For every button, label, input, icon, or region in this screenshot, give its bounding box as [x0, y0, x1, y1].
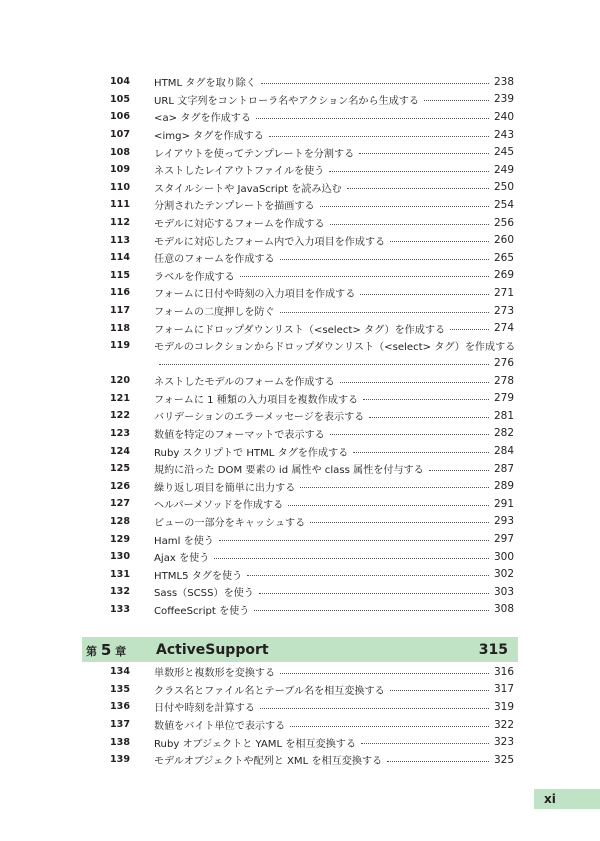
toc-entry[interactable] [110, 196, 514, 214]
chapter-page: 315 [478, 641, 508, 658]
leader-dots [214, 557, 489, 559]
entry-number: 114 [110, 252, 131, 264]
toc-entry[interactable] [110, 284, 514, 302]
toc-entry[interactable] [110, 249, 514, 267]
entry-title: レイアウトを使ってテンプレートを分割する [154, 148, 355, 160]
toc-entry[interactable] [110, 302, 514, 320]
chapter-header[interactable] [82, 637, 518, 662]
entry-title: ネストしたモデルのフォームを作成する [154, 377, 335, 389]
toc-entry[interactable] [110, 214, 514, 232]
entry-page: 297 [493, 533, 514, 546]
entry-page: 302 [493, 568, 514, 581]
leader-dots [353, 451, 489, 453]
entry-title: クラス名とファイル名とテーブル名を相互変換する [154, 685, 385, 697]
leader-dots [159, 363, 489, 365]
entry-title: Ajax を使う [154, 553, 210, 565]
entry-title: フォームにドロップダウンリスト（<select> タグ）を作成する [154, 324, 446, 336]
entry-number: 107 [110, 129, 131, 141]
entry-number: 120 [110, 375, 131, 387]
entry-page: 265 [493, 251, 514, 264]
entry-number: 126 [110, 480, 131, 492]
leader-dots [280, 311, 489, 313]
entry-number: 135 [110, 683, 131, 695]
entry-page: 317 [493, 683, 514, 696]
entry-title: Ruby オブジェクトと YAML を相互変換する [154, 738, 356, 750]
entry-page: 319 [493, 700, 514, 713]
leader-dots [261, 82, 489, 84]
entry-title: モデルオブジェクトや配列と XML を相互変換する [154, 756, 383, 768]
entry-page: 300 [493, 550, 514, 563]
entry-page: 238 [493, 75, 514, 88]
entry-page: 254 [493, 198, 514, 211]
leader-dots [363, 398, 489, 400]
leader-dots [300, 486, 489, 488]
entry-number: 119 [110, 340, 131, 352]
entry-number: 124 [110, 445, 131, 457]
toc-list-upper [110, 73, 514, 618]
chapter-label: 第 5 章 [86, 640, 127, 659]
toc-entry[interactable] [110, 372, 514, 390]
leader-dots [280, 258, 489, 260]
entry-number: 118 [110, 322, 131, 334]
toc-entry[interactable] [110, 91, 514, 109]
toc-entry[interactable] [110, 495, 514, 513]
entry-page: 325 [493, 753, 514, 766]
entry-title: 繰り返し項目を簡単に出力する [154, 482, 296, 494]
toc-entry[interactable] [110, 73, 514, 91]
entry-title: ラベルを作成する [154, 271, 235, 283]
entry-page: 240 [493, 110, 514, 123]
leader-dots [290, 725, 489, 727]
entry-number: 129 [110, 533, 131, 545]
entry-title: 日付や時刻を計算する [154, 703, 255, 715]
entry-number: 138 [110, 736, 131, 748]
entry-number: 105 [110, 93, 131, 105]
entry-number: 113 [110, 234, 131, 246]
toc-entry[interactable] [110, 161, 514, 179]
leader-dots [280, 672, 489, 674]
entry-number: 136 [110, 701, 131, 713]
leader-dots [259, 592, 489, 594]
entry-page: 282 [493, 427, 514, 440]
entry-page: 291 [493, 497, 514, 510]
entry-number: 130 [110, 551, 131, 563]
toc-entry[interactable] [110, 716, 514, 734]
toc-entry[interactable] [110, 425, 514, 443]
entry-title: URL 文字列をコントローラ名やアクション名から生成する [154, 95, 419, 107]
leader-dots [369, 416, 489, 418]
leader-dots [269, 135, 489, 137]
entry-number: 115 [110, 269, 131, 281]
leader-dots [390, 240, 489, 242]
toc-entry[interactable] [110, 267, 514, 285]
toc-entry[interactable] [110, 698, 514, 716]
toc-entry[interactable] [110, 126, 514, 144]
entry-title: Sass（SCSS）を使う [154, 588, 254, 600]
leader-dots [320, 205, 489, 207]
entry-page: 250 [493, 181, 514, 194]
entry-number: 123 [110, 427, 131, 439]
entry-title: 数値をバイト単位で表示する [154, 721, 286, 733]
entry-number: 106 [110, 111, 131, 123]
leader-dots [240, 275, 489, 277]
entry-page: 239 [493, 93, 514, 106]
entry-title: 単数形と複数形を変換する [154, 668, 276, 680]
entry-title: <a> タグを作成する [154, 113, 251, 125]
toc-entry[interactable] [110, 337, 514, 372]
entry-title: フォームの二度押しを防ぐ [154, 307, 275, 319]
leader-dots [387, 760, 489, 762]
toc-entry[interactable] [110, 460, 514, 478]
leader-dots [329, 170, 489, 172]
toc-entry[interactable] [110, 733, 514, 751]
toc-entry[interactable] [110, 530, 514, 548]
toc-entry[interactable] [110, 565, 514, 583]
entry-title: HTML タグを取り除く [154, 78, 256, 90]
entry-page: 322 [493, 718, 514, 731]
toc-entry[interactable] [110, 231, 514, 249]
entry-page: 256 [493, 216, 514, 229]
entry-title: 分割されたテンプレートを描画する [154, 201, 315, 213]
entry-page: 279 [493, 392, 514, 405]
entry-page: 284 [493, 445, 514, 458]
entry-page: 308 [493, 603, 514, 616]
entry-page: 278 [493, 374, 514, 387]
leader-dots [359, 152, 489, 154]
entry-title: 規約に沿った DOM 要素の id 属性や class 属性を付与する [154, 465, 424, 477]
leader-dots [260, 707, 489, 709]
leader-dots [361, 742, 489, 744]
page-number-tab [534, 789, 600, 809]
entry-number: 137 [110, 719, 131, 731]
chapter-title: ActiveSupport [156, 641, 269, 658]
leader-dots [247, 574, 489, 576]
entry-number: 127 [110, 498, 131, 510]
entry-number: 112 [110, 217, 131, 229]
entry-number: 111 [110, 199, 131, 211]
entry-page: 293 [493, 515, 514, 528]
entry-number: 133 [110, 603, 131, 615]
entry-number: 116 [110, 287, 131, 299]
toc-entry[interactable] [110, 390, 514, 408]
entry-title: モデルに対応するフォームを作成する [154, 219, 325, 231]
toc-entry[interactable] [110, 477, 514, 495]
leader-dots [360, 293, 489, 295]
page-number: xi [544, 792, 556, 806]
entry-page: 287 [493, 462, 514, 475]
entry-title: ビューの一部分をキャッシュする [154, 517, 306, 529]
entry-title: HTML5 タグを使う [154, 570, 243, 582]
leader-dots [390, 689, 489, 691]
entry-number: 104 [110, 76, 131, 88]
toc-entry[interactable] [110, 513, 514, 531]
leader-dots [450, 328, 489, 330]
entry-number: 117 [110, 305, 131, 317]
leader-dots [330, 433, 489, 435]
entry-page: 323 [493, 736, 514, 749]
entry-page: 316 [493, 665, 514, 678]
entry-number: 131 [110, 568, 131, 580]
entry-number: 109 [110, 164, 131, 176]
chapter-number: 5 [100, 640, 112, 659]
entry-number: 122 [110, 410, 131, 422]
toc-entry[interactable] [110, 108, 514, 126]
entry-number: 125 [110, 463, 131, 475]
toc-entry[interactable] [110, 179, 514, 197]
entry-title: Ruby スクリプトで HTML タグを作成する [154, 447, 349, 459]
entry-title: モデルに対応したフォーム内で入力項目を作成する [154, 236, 386, 248]
leader-dots [429, 469, 489, 471]
entry-page: 289 [493, 480, 514, 493]
entry-number: 128 [110, 515, 131, 527]
entry-title: 任意のフォームを作成する [154, 254, 275, 266]
toc-entry[interactable] [110, 442, 514, 460]
entry-page: 245 [493, 146, 514, 159]
leader-dots [424, 99, 489, 101]
toc-entry[interactable] [110, 601, 514, 619]
entry-number: 132 [110, 586, 131, 598]
toc-entry[interactable] [110, 548, 514, 566]
entry-title: <img> タグを作成する [154, 131, 264, 143]
entry-title: モデルのコレクションからドロップダウンリスト（<select> タグ）を作成する [154, 342, 516, 354]
entry-page: 303 [493, 585, 514, 598]
leader-dots [256, 117, 489, 119]
entry-title: ヘルパーメソッドを作成する [154, 500, 284, 512]
leader-dots [254, 609, 489, 611]
entry-title: フォームに日付や時刻の入力項目を作成する [154, 289, 356, 301]
entry-page: 281 [493, 409, 514, 422]
entry-title: CoffeeScript を使う [154, 605, 250, 617]
entry-page: 274 [493, 322, 514, 335]
leader-dots [310, 521, 489, 523]
toc-entry[interactable] [110, 319, 514, 337]
leader-dots [219, 539, 489, 541]
toc-entry[interactable] [110, 663, 514, 681]
toc-entry[interactable] [110, 407, 514, 425]
entry-number: 108 [110, 146, 131, 158]
toc-list-lower [110, 663, 514, 769]
entry-page: 269 [493, 269, 514, 282]
entry-page: 249 [493, 163, 514, 176]
entry-number: 134 [110, 666, 131, 678]
entry-number: 139 [110, 754, 131, 766]
toc-entry[interactable] [110, 143, 514, 161]
leader-dots [288, 504, 489, 506]
entry-title: フォームに 1 種類の入力項目を複数作成する [154, 394, 359, 406]
entry-title: バリデーションのエラーメッセージを表示する [154, 412, 365, 424]
entry-title: 数値を特定のフォーマットで表示する [154, 429, 325, 441]
entry-number: 121 [110, 392, 131, 404]
leader-dots [347, 187, 489, 189]
toc-entry[interactable] [110, 681, 514, 699]
entry-page: 271 [493, 286, 514, 299]
leader-dots [340, 381, 489, 383]
toc-entry[interactable] [110, 751, 514, 769]
entry-page: 273 [493, 304, 514, 317]
toc-entry[interactable] [110, 583, 514, 601]
entry-title: Haml を使う [154, 535, 214, 547]
entry-page: 260 [493, 234, 514, 247]
entry-number: 110 [110, 181, 131, 193]
entry-page: 243 [493, 128, 514, 141]
entry-page: 276 [493, 357, 514, 370]
leader-dots [330, 223, 489, 225]
entry-title: スタイルシートや JavaScript を読み込む [154, 183, 342, 195]
entry-title: ネストしたレイアウトファイルを使う [154, 166, 325, 178]
